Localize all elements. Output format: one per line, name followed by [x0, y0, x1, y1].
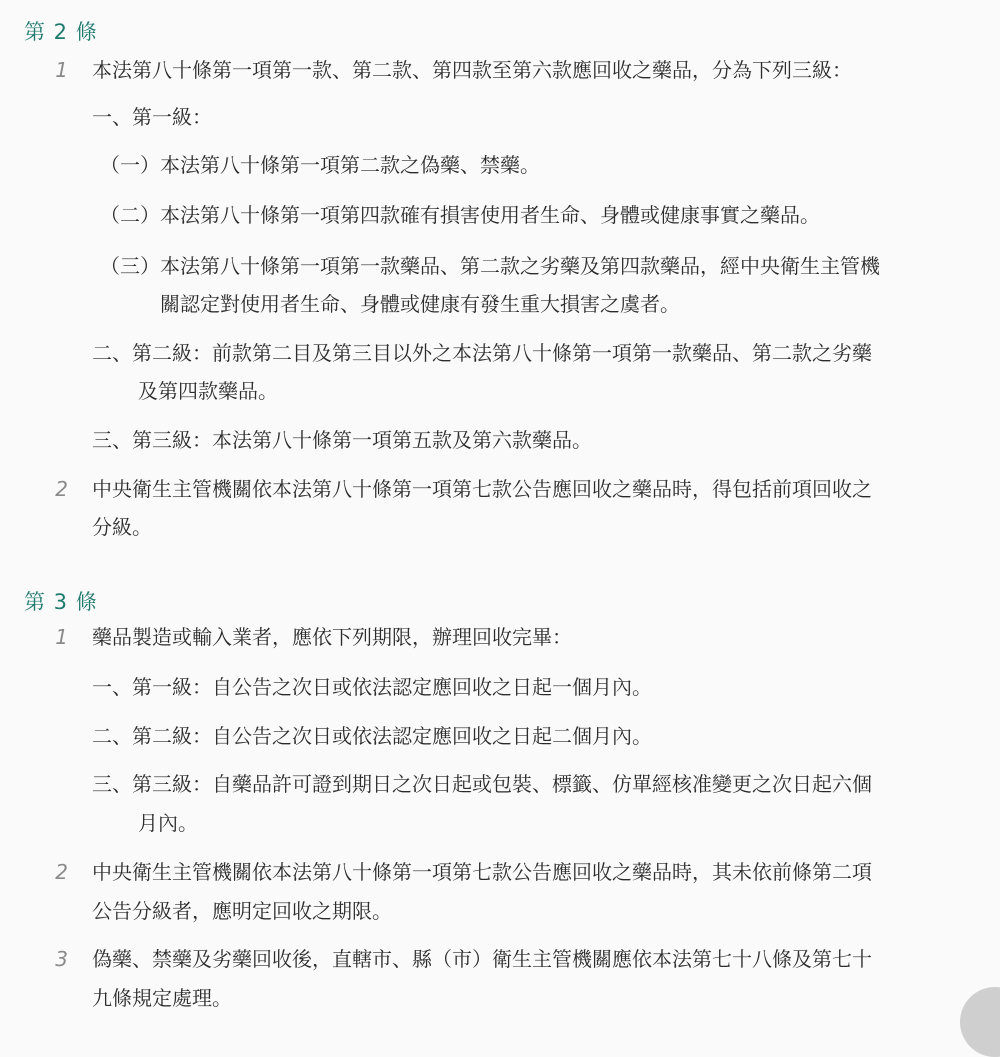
paragraph-number: 3: [55, 947, 68, 971]
paragraph-text-continued: 公告分級者，應明定回收之期限。: [92, 899, 392, 923]
paragraph-text: 中央衛生主管機關依本法第八十條第一項第七款公告應回收之藥品時，其未依前條第二項: [92, 860, 872, 884]
paragraph-text: 本法第八十條第一項第一款、第二款、第四款至第六款應回收之藥品，分為下列三級：: [92, 58, 852, 82]
paragraph-text: 偽藥、禁藥及劣藥回收後，直轄市、縣（市）衛生主管機關應依本法第七十八條及第七十: [92, 947, 872, 971]
article-title: 第 2 條: [24, 20, 98, 44]
paragraph-text-continued: 九條規定處理。: [92, 986, 232, 1010]
article-title: 第 3 條: [24, 590, 98, 614]
list-item-continued: 及第四款藥品。: [138, 379, 278, 403]
paragraph-text: 藥品製造或輸入業者，應依下列期限，辦理回收完畢：: [92, 625, 572, 649]
list-item: （二）本法第八十條第一項第四款確有損害使用者生命、身體或健康事實之藥品。: [100, 203, 820, 227]
paragraph-text: 中央衛生主管機關依本法第八十條第一項第七款公告應回收之藥品時，得包括前項回收之: [92, 477, 872, 501]
scroll-to-top-button[interactable]: [960, 987, 1000, 1057]
list-item: 二、第二級：前款第二目及第三目以外之本法第八十條第一項第一款藥品、第二款之劣藥: [92, 341, 872, 365]
paragraph-text-continued: 分級。: [92, 515, 152, 539]
list-item: （一）本法第八十條第一項第二款之偽藥、禁藥。: [100, 153, 540, 177]
list-item: 三、第三級：自藥品許可證到期日之次日起或包裝、標籤、仿單經核准變更之次日起六個: [92, 772, 872, 796]
list-item: 三、第三級：本法第八十條第一項第五款及第六款藥品。: [92, 428, 592, 452]
list-item-continued: 關認定對使用者生命、身體或健康有發生重大損害之虞者。: [160, 292, 680, 316]
paragraph-number: 2: [55, 860, 68, 884]
list-item: 二、第二級：自公告之次日或依法認定應回收之日起二個月內。: [92, 724, 652, 748]
list-item: 一、第一級：: [92, 105, 212, 129]
paragraph-number: 1: [55, 58, 68, 82]
list-item-continued: 月內。: [138, 811, 198, 835]
list-item: （三）本法第八十條第一項第一款藥品、第二款之劣藥及第四款藥品，經中央衛生主管機: [100, 254, 880, 278]
paragraph-number: 2: [55, 477, 68, 501]
paragraph-number: 1: [55, 625, 68, 649]
list-item: 一、第一級：自公告之次日或依法認定應回收之日起一個月內。: [92, 675, 652, 699]
